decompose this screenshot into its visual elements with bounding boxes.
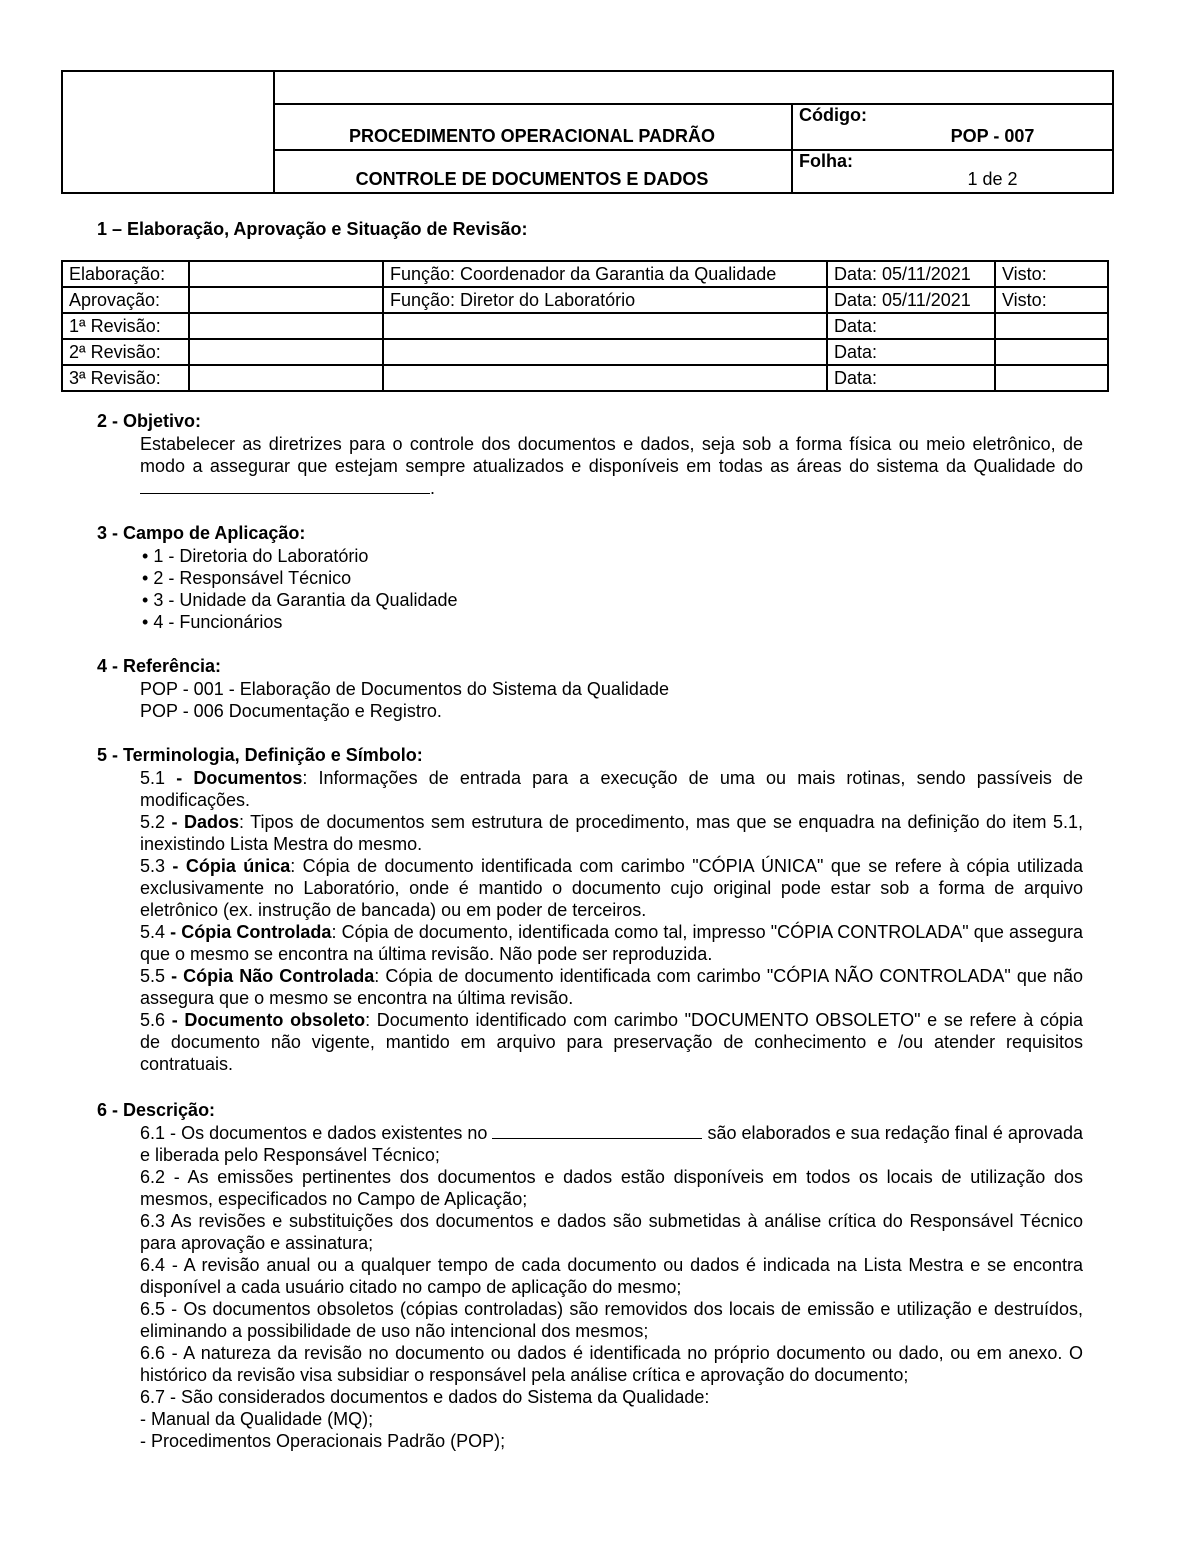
terminology-list [140, 767, 1083, 1075]
definition-item [140, 921, 1083, 965]
description-item: 6.3 As revisões e substituições dos documentos e dados são submetidas à análise crítica do Responsável Técnico para aprovação e assinatura; [140, 1211, 1083, 1253]
description-item-1a: 6.1 - Os documentos e dados existentes no [140, 1123, 488, 1143]
approval-cell-visto [995, 365, 1108, 391]
approval-cell-visto: Visto: [995, 287, 1108, 313]
objective-text [140, 433, 1083, 499]
approval-row [62, 261, 1108, 287]
header-table [61, 70, 1114, 194]
bullet-icon: • [142, 590, 149, 610]
approval-row [62, 313, 1108, 339]
list-item-text: 1 - Diretoria do Laboratório [153, 546, 369, 566]
definition-text: : Documento identificado com carimbo "DOCUMENTO OBSOLETO" e se refere à cópia de documento não vigente, mantido em arquivo para preservação de conhecimento e /ou atender requisitos contratuais. [140, 1010, 1083, 1074]
section-6-title: 6 - Descrição: [97, 1100, 216, 1120]
definition-item [140, 855, 1083, 921]
definition-text: : Cópia de documento identificada com carimbo "CÓPIA NÃO CONTROLADA" que não assegura que o mesmo se encontra na última revisão. [140, 966, 1083, 1008]
reference-list [140, 678, 1083, 722]
approval-row [62, 339, 1108, 365]
section-5-title: 5 - Terminologia, Definição e Símbolo: [97, 745, 423, 765]
approval-cell-label: 1ª Revisão: [62, 313, 189, 339]
definition-number: 5.2 [140, 812, 166, 832]
definition-number: 5.4 [140, 922, 166, 942]
definition-item [140, 767, 1083, 811]
approval-cell-label: 3ª Revisão: [62, 365, 189, 391]
approval-cell-name [189, 261, 383, 287]
definition-number: 5.1 [140, 768, 166, 788]
section-4-title: 4 - Referência: [97, 656, 222, 676]
section-3-title: 3 - Campo de Aplicação: [97, 523, 306, 543]
approval-cell-visto [995, 313, 1108, 339]
blank-line [492, 1122, 702, 1139]
definition-number: 5.6 [140, 1010, 166, 1030]
list-item-text: 4 - Funcionários [153, 612, 283, 632]
definition-text: : Informações de entrada para a execução de uma ou mais rotinas, sendo passíveis de modificações. [140, 768, 1083, 810]
approval-cell-role: Função: Diretor do Laboratório [383, 287, 827, 313]
definition-text: : Tipos de documentos sem estrutura de procedimento, mas que se enquadra na definição do item 5.1, inexistindo Lista Mestra do mesmo. [140, 812, 1083, 854]
definition-term: - Documentos [165, 768, 303, 788]
approval-cell-name [189, 365, 383, 391]
approval-cell-name [189, 339, 383, 365]
list-item-text: 3 - Unidade da Garantia da Qualidade [153, 590, 458, 610]
approval-cell-role [383, 365, 827, 391]
approval-cell-date: Data: [827, 365, 995, 391]
list-item-text: 2 - Responsável Técnico [153, 568, 352, 588]
approval-cell-date: Data: [827, 313, 995, 339]
approval-cell-label: Aprovação: [62, 287, 189, 313]
description-list [140, 1122, 1083, 1452]
logo-cell [63, 72, 275, 192]
approval-cell-date: Data: [827, 339, 995, 365]
definition-term: - Dados [165, 812, 239, 832]
description-item: 6.7 - São considerados documentos e dados do Sistema da Qualidade: [140, 1387, 710, 1407]
page-title: PROCEDIMENTO OPERACIONAL PADRÃO [348, 126, 716, 146]
approval-cell-date: Data: 05/11/2021 [827, 287, 995, 313]
header-top-row [273, 72, 1112, 105]
bullet-icon: • [142, 546, 149, 566]
description-item: 6.4 - A revisão anual ou a qualquer tempo de cada documento ou dados é indicada na Lista Mestra e se encontra disponível a cada usuário citado no campo de aplicação do mesmo; [140, 1255, 1083, 1297]
definition-item [140, 965, 1083, 1009]
definition-number: 5.3 [140, 856, 166, 876]
sheet-cell [793, 149, 1112, 192]
approval-cell-label: 2ª Revisão: [62, 339, 189, 365]
subtitle-cell [273, 149, 793, 192]
objective-end: . [430, 478, 436, 498]
list-item [142, 589, 1085, 611]
description-items [140, 1166, 1083, 1452]
reference-item: POP - 006 Documentação e Registro. [140, 701, 442, 721]
list-item [142, 611, 1085, 633]
approval-row [62, 365, 1108, 391]
sheet-value: 1 de 2 [967, 169, 1018, 189]
header-subtitle-row [273, 149, 1112, 192]
section-2-title: 2 - Objetivo: [97, 411, 202, 431]
definition-term: - Cópia Controlada [165, 922, 332, 942]
description-item [140, 1122, 1083, 1166]
approval-cell-name [189, 313, 383, 339]
list-item [142, 567, 1085, 589]
approval-cell-role: Função: Coordenador da Garantia da Qualidade [383, 261, 827, 287]
definition-number: 5.5 [140, 966, 166, 986]
definition-term: - Cópia única [165, 856, 291, 876]
section-1-title: 1 – Elaboração, Aprovação e Situação de Revisão: [97, 219, 528, 239]
definition-term: - Documento obsoleto [165, 1010, 366, 1030]
description-item: 6.5 - Os documentos obsoletos (cópias controladas) são removidos dos locais de emissão e utilização e destruídos, eliminando a possibilidade de uso não intencional dos mesmos; [140, 1299, 1083, 1341]
page-subtitle: CONTROLE DE DOCUMENTOS E DADOS [355, 169, 709, 189]
definition-item [140, 1009, 1083, 1075]
approval-cell-label: Elaboração: [62, 261, 189, 287]
approval-cell-date: Data: 05/11/2021 [827, 261, 995, 287]
blank-line [140, 477, 430, 494]
approval-cell-role [383, 313, 827, 339]
approval-cell-visto: Visto: [995, 261, 1108, 287]
header-title-row [273, 103, 1112, 151]
approval-cell-name [189, 287, 383, 313]
description-item: 6.2 - As emissões pertinentes dos documentos e dados estão disponíveis em todos os locais de utilização dos mesmos, especificados no Campo de Aplicação; [140, 1167, 1083, 1209]
application-list [142, 545, 1085, 633]
description-item: 6.6 - A natureza da revisão no documento ou dados é identificada no próprio documento ou dado, ou em anexo. O histórico da revisão visa subsidiar o responsável pela análise crítica e aprovação do documento; [140, 1343, 1083, 1385]
description-item: - Procedimentos Operacionais Padrão (POP); [140, 1431, 506, 1451]
code-cell [793, 103, 1112, 149]
approval-cell-role [383, 339, 827, 365]
code-value: POP - 007 [950, 126, 1035, 146]
description-item-1b: são elaborados e sua redação final é aprovada e liberada pelo Responsável Técnico; [140, 1123, 1083, 1165]
definition-item [140, 811, 1083, 855]
approval-row [62, 287, 1108, 313]
definition-text: : Cópia de documento, identificada como tal, impresso "CÓPIA CONTROLADA" que assegura que o mesmo se encontra na última revisão. Não pode ser reproduzida. [140, 922, 1084, 964]
objective-body: Estabelecer as diretrizes para o controle dos documentos e dados, seja sob a forma física ou meio eletrônico, de modo a assegurar que estejam sempre atualizados e disponíveis em todas as áreas do sistema da Qualidade do [140, 434, 1083, 476]
description-item: - Manual da Qualidade (MQ); [140, 1409, 374, 1429]
approval-cell-visto [995, 339, 1108, 365]
definition-text: : Cópia de documento identificada com carimbo "CÓPIA ÚNICA" que se refere à cópia utilizada exclusivamente no Laboratório, onde é mantido o documento cujo original pode estar sob a forma de arquivo eletrônico (ex. instrução de bancada) ou em poder de terceiros. [140, 856, 1083, 920]
title-cell [273, 103, 793, 149]
approval-table [61, 260, 1109, 392]
bullet-icon: • [142, 568, 149, 588]
code-label: Código: [799, 105, 867, 125]
sheet-label: Folha: [799, 151, 853, 171]
list-item [142, 545, 1085, 567]
bullet-icon: • [142, 612, 149, 632]
definition-term: - Cópia Não Controlada [165, 966, 375, 986]
reference-item: POP - 001 - Elaboração de Documentos do Sistema da Qualidade [140, 679, 669, 699]
